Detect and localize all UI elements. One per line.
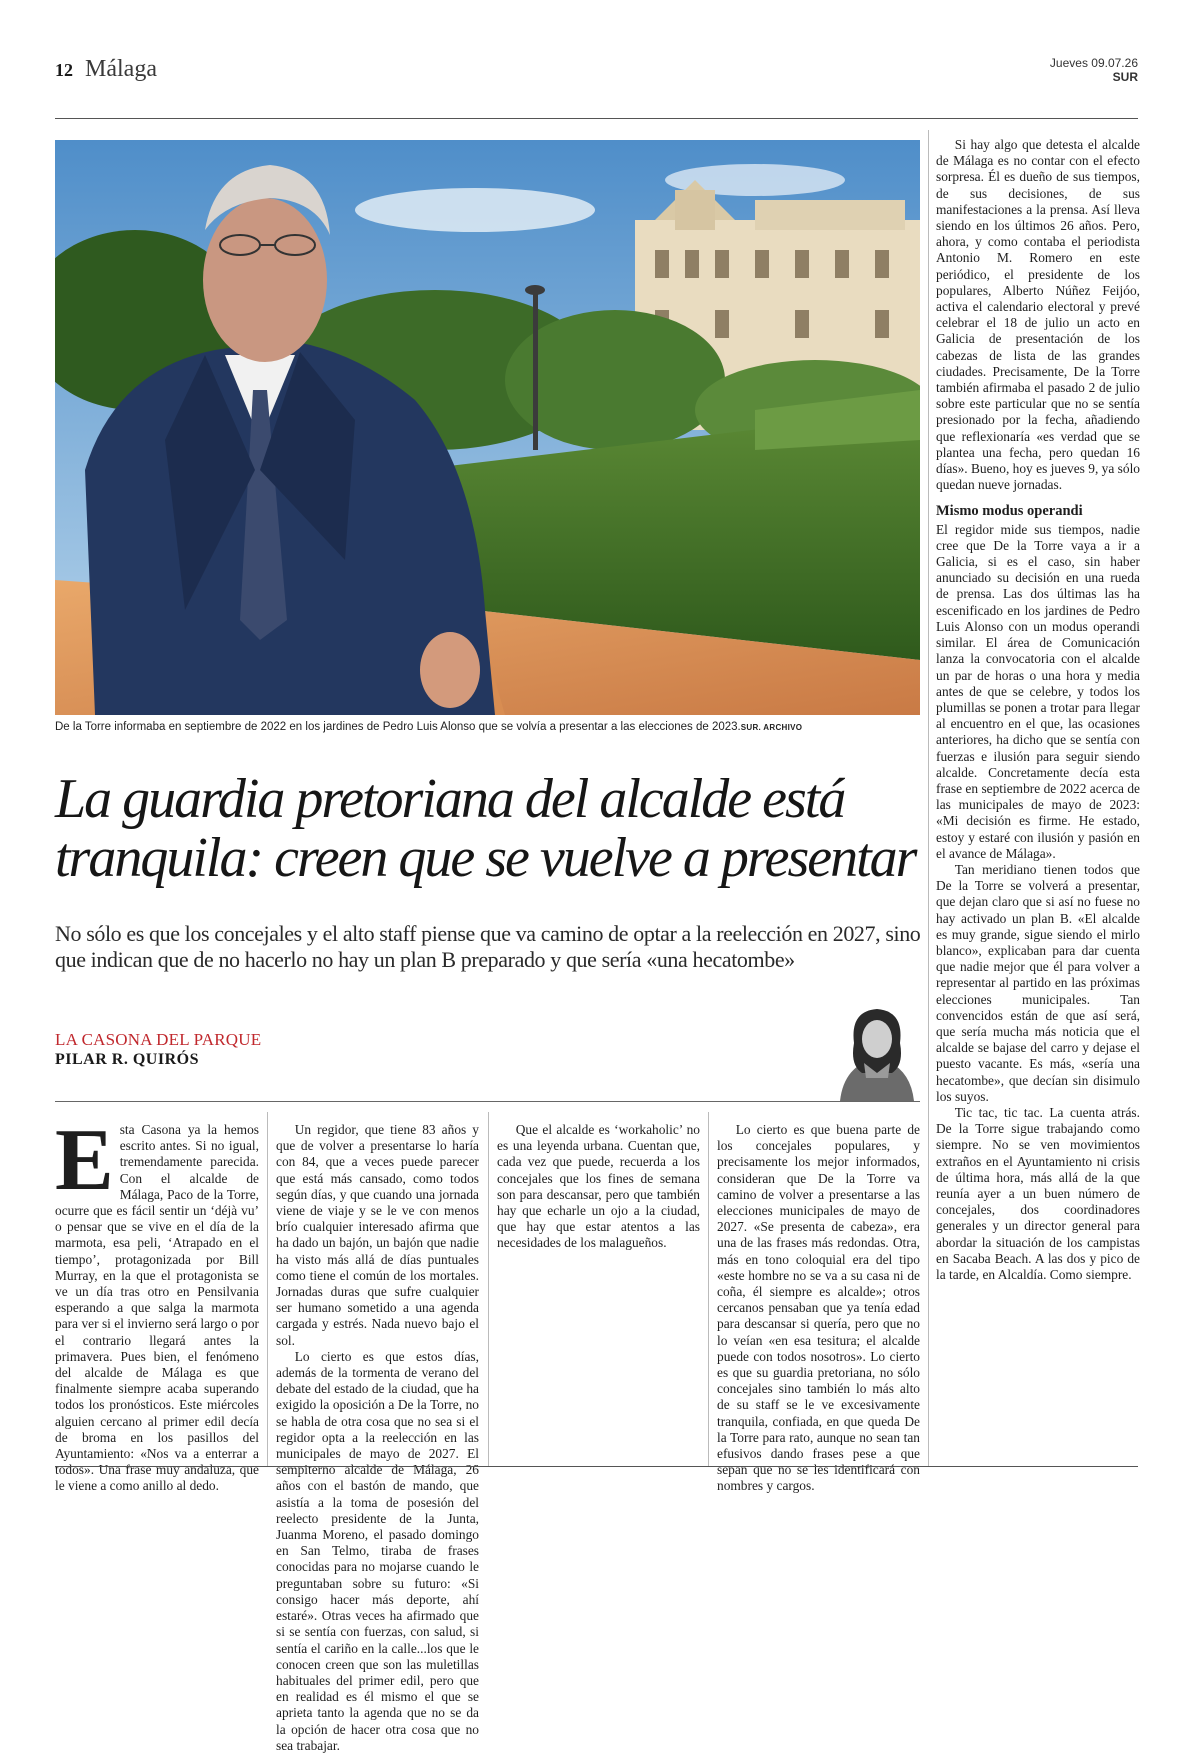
body-column-3: [497, 1122, 700, 1252]
paragraph-8: Tan meridiano tienen todos que De la Torre se volverá a presentar, que dejan claro que si así no fuese no hay activado un plan B. «El alcalde es muy grande, sigue siendo el mirlo blanco», explicaban para dar cuenta que nadie mejor que él para volver a representar al partido en las próximas elecciones municipales. Tan convencidos están de que así será, que sería mucha más noticia que el alcalde se bajase del carro y dejase el puesto vacante. Es más, «sería una hecatombe», que decían sin disimulo los suyos.: [936, 861, 1140, 1104]
photo-caption: [55, 721, 925, 733]
author-byline: PILAR R. QUIRÓS: [55, 1051, 199, 1068]
paragraph-1-text: sta Casona ya la hemos escrito antes. Si no igual, tremendamente parecida. Con el alcalde de Málaga, Paco de la Torre, ocurre que es fácil sentir un ‘déjà vu’ o pensar que se vive en el día de la marmota, esa peli, ‘Atrapado en el tiempo’, protagonizada por Bill Murray, en la que el protagonista se ve un día tras otro en Pensilvania esperando a que salga la marmota para ver si el invierno será largo o por el contrario llegará antes la primavera. Pues bien, el fenómeno del alcalde de Málaga es que finalmente siempre acaba superando todos los pronósticos. Este miércoles alguien cercano al primer edil decía de broma en los pasillos del Ayuntamiento: «Nos va a enterrar a todos». Una frase muy andaluza, que le viene a como anillo al dedo.: [55, 1122, 259, 1494]
paragraph-7: El regidor mide sus tiempos, nadie cree que De la Torre vaya a ir a Galicia, si es el caso, sin haber anunciado su decisión en una rueda de prensa. Las dos últimas las ha escenificado en los jardines de Pedro Luis Alonso con un modus operandi similar. El área de Comunicación lanza la convocatoria con el alcalde un par de horas o una hora y media antes de que se celebre, y todos los plumillas se ponen a trotar para llegar al encuentro en el que, las ocasiones anteriores, ha dicho que se sentía con fuerzas e ilusión para seguir siendo alcalde. Concretamente decía esta frase en septiembre de 2022 acerca de las municipales de mayo de 2023: «Mi decisión es firme. He estado, estoy y estaré con ilusión y pasión en el avance de Málaga».: [936, 521, 1140, 861]
body-column-5: [936, 137, 1140, 1283]
column-divider: [488, 1112, 489, 1466]
paragraph-3: Lo cierto es que estos días, además de la tormenta de verano del debate del estado de la ciudad, que ha exigido la oposición a De la Torre, no se habla de otra cosa que no sea si el regidor opta a la reelección en las municipales de mayo de 2027. El sempiterno alcalde de Málaga, 26 años con el bastón de mando, que asistía a la toma de posesión del reelecto presidente de la Junta, Juanma Moreno, el pasado domingo en San Telmo, tiraba de frases conocidas para no mojarse cuando le preguntaban sobre su futuro: «Si consigo hacer más deporte, ahí estaré». Otras veces ha afirmado que si se sentía con fuerzas, con salud, si sentía el cariño en la calle...los que le conocen creen que son las muletillas habituales del primer edil, pero que en realidad es él mismo el que se aprieta tanto la agenda que no se da la opción de hacer otra cosa que no sea trabajar.: [276, 1348, 479, 1753]
subhead: No sólo es que los concejales y el alto staff piense que va camino de optar a la reelección en 2027, sino que indican que de no hacerlo no hay un plan B preparado y que sería «una hecatombe»: [55, 921, 921, 972]
body-column-2: [276, 1122, 479, 1754]
paragraph-1: [55, 1112, 259, 1495]
page-header-right: [1050, 56, 1138, 84]
column-divider: [708, 1112, 709, 1466]
paragraph-5: Lo cierto es que buena parte de los concejales populares, y precisamente los mejor informados, consideran que De la Torre va camino de volver a presentarse a las elecciones municipales de mayo de 2027. «Se presenta de cabeza», era una de las frases más redondas. Otra, más en tono coloquial era del tipo «este hombre no se va a su casa ni de coña, él siempre es alcalde»; otros cercanos pensaban que ya tenía edad para descansar si quería, pero que no lo veían «en esa tesitura; el alcalde puede con todos nosotros». Lo cierto es que su guardia pretoriana, no sólo concejales sino también lo más alto de su staff se le ve excesivamente tranquila, confiada, en que queda De la Torre para rato, aunque no sean tan efusivos dando frases pese a que sepan que no se les identificará con nombres y cargos.: [717, 1122, 920, 1494]
headline: La guardia pretoriana del alcalde está tranquila: creen que se vuelve a presentar: [55, 768, 916, 889]
column-kicker: LA CASONA DEL PARQUE: [55, 1030, 262, 1049]
byline-rule: [55, 1101, 920, 1102]
paragraph-2: Un regidor, que tiene 83 años y que de volver a presentarse lo haría con 84, que a veces puede parecer que está más cansado, como todos según días, y que cuando una jornada viene de viaje y se le ve con menos brío cualquier interesado afirma que ha dado un bajón, un bajón que nadie ha visto más allá de días puntuales como tiene el común de los mortales. Jornadas duras que sufre cualquier ser humano sometido a una agenda cargada y estrés. Nada nuevo bajo el sol.: [276, 1122, 479, 1348]
footer-rule: [55, 1466, 1138, 1467]
drop-cap: E: [55, 1112, 114, 1209]
issue-date: Jueves 09.07.26: [1049, 56, 1138, 70]
author-portrait: [832, 1003, 922, 1101]
header-rule: [55, 118, 1138, 119]
page-header-left: [55, 56, 157, 83]
body-column-4: [717, 1122, 920, 1495]
body-column-1: [55, 1112, 259, 1495]
sidebar-divider: [928, 130, 929, 1466]
publication-name: SUR: [1112, 70, 1138, 84]
page-number: 12: [55, 60, 73, 80]
section-name: Málaga: [85, 56, 157, 82]
paragraph-4: Que el alcalde es ‘workaholic’ no es una leyenda urbana. Cuentan que, cada vez que puede, recuerda a los concejales que los fines de semana son para descansar, pero que también hay que echarle un ojo a la ciudad, que hay que estar atentos a las necesidades de los malagueños.: [497, 1122, 700, 1251]
article-photo: [55, 140, 920, 715]
paragraph-6: Si hay algo que detesta el alcalde de Málaga es no contar con el efecto sorpresa. Él es dueño de sus tiempos, de sus decisiones, de sus manifestaciones a la prensa. Así lleva siendo en los últimos 26 años. Pero, ahora, y como contaba el periodista Antonio M. Romero en este periódico, el presidente de los populares, Alberto Núñez Feijóo, activa el calendario electoral y prevé celebrar el 18 de julio un acto en Galicia de presentación de los cabezas de lista de las grandes ciudades. Precisamente, De la Torre también afirmaba el pasado 2 de julio sobre este particular que no se sentía presionado por la fecha, añadiendo que reflexionaría «es verdad que se plantea una fecha, pero quedan 16 días». Bueno, hoy es jueves 9, ya sólo quedan nueve jornadas.: [936, 137, 1140, 493]
caption-text: De la Torre informaba en septiembre de 2022 en los jardines de Pedro Luis Alonso que se volvía a presentar a las elecciones de 2023.: [55, 721, 741, 733]
section-subtitle: Mismo modus operandi: [936, 503, 1083, 520]
photo-credit: SUR. ARCHIVO: [740, 723, 803, 732]
paragraph-9: Tic tac, tic tac. La cuenta atrás. De la Torre sigue trabajando como siempre. No se ven movimientos extraños en el Ayuntamiento ni crisis de última hora, más allá de la que reunía ayer a un buen número de concejales, dos coordinadores generales y un director general para abordar la situación de los campistas en Sacaba Beach. A las dos y pico de la tarde, en Alcaldía. Como siempre.: [936, 1104, 1140, 1283]
column-divider: [267, 1112, 268, 1466]
